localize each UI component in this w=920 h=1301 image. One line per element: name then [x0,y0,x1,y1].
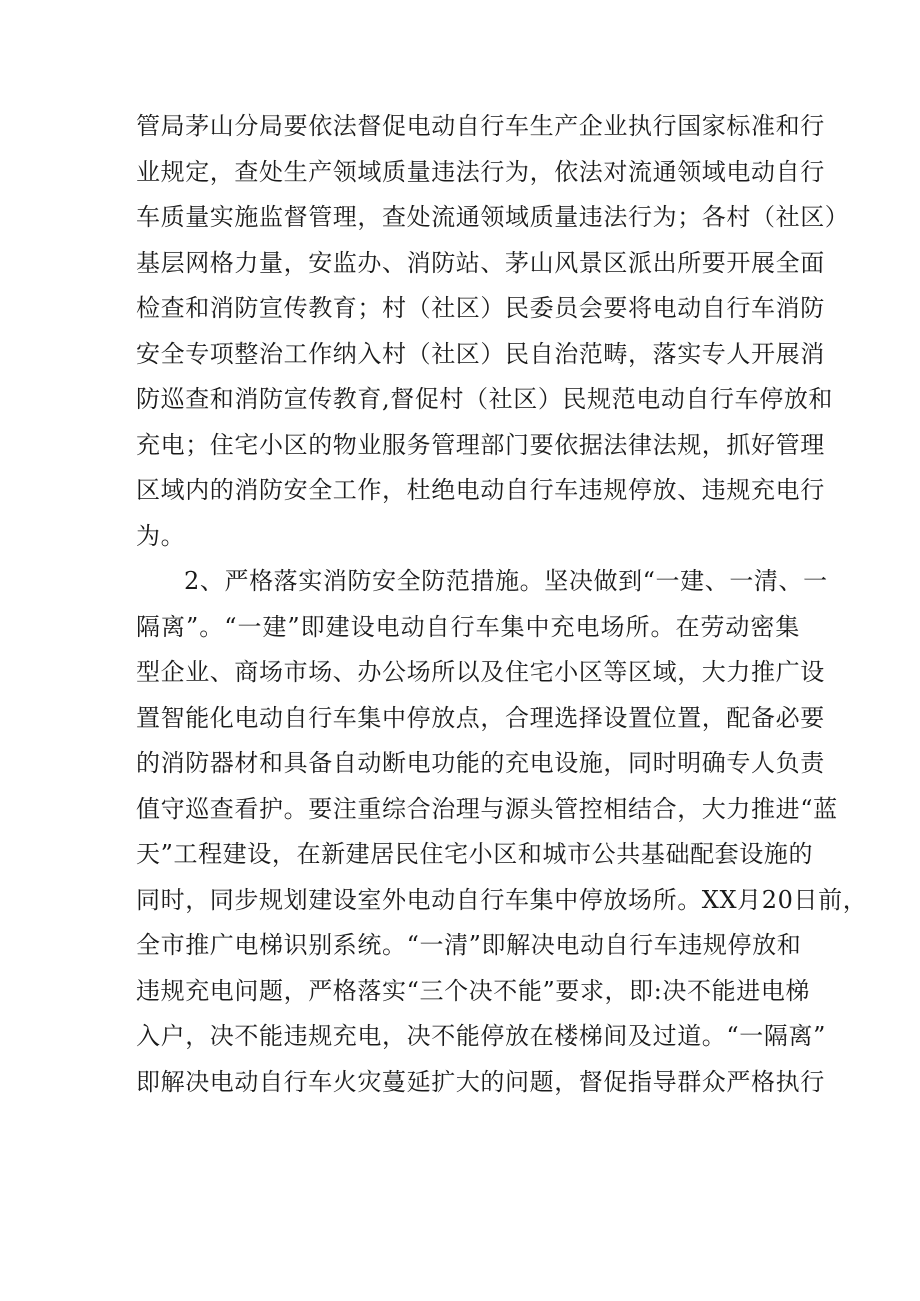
text-line: 基层网格力量，安监办、消防站、茅山风景区派出所要开展全面 [136,248,825,277]
text-line: 检查和消防宣传教育；村（社区）民委员会要将电动自行车消防 [136,294,825,322]
document-body [136,104,868,1105]
text-line: 天”工程建设，在新建居民住宅小区和城市公共基础配套设施的 [136,840,814,868]
paragraph-1 [136,104,850,559]
text-line: 业规定，查处生产领域质量违法行为，依法对流通领域电动自行 [136,157,825,186]
text-line: 的消防器材和具备自动断电功能的充电设施，同时明确专人负责 [136,749,825,777]
text-line: 置智能化电动自行车集中停放点，合理选择设置位置，配备必要 [136,703,825,732]
text-line: 隔离”。“一建”即建设电动自行车集中充电场所。在劳动密集 [136,612,800,641]
text-line: 车质量实施监督管理，查处流通领域质量违法行为；各村（社区） [136,203,850,231]
text-line: 2、严格落实消防安全防范措施。坚决做到“一建、一清、一 [184,567,828,595]
text-line: 即解决电动自行车火灾蔓延扩大的问题，督促指导群众严格执行 [136,1067,825,1096]
text-line: 违规充电问题，严格落实“三个决不能”要求，即:决不能进电梯 [136,976,811,1005]
text-line: 值守巡查看护。要注重综合治理与源头管控相结合，大力推进“蓝 [136,794,838,823]
text-line: 全市推广电梯识别系统。“一清”即解决电动自行车违规停放和 [136,931,802,959]
text-line: 为。 [136,521,186,550]
text-line: 管局茅山分局要依法督促电动自行车生产企业执行国家标准和行 [136,112,825,140]
text-line: 充电；住宅小区的物业服务管理部门要依据法律法规，抓好管理 [136,430,825,459]
text-line: 同时，同步规划建设室外电动自行车集中停放场所。XX月20日前， [136,885,868,914]
paragraph-2 [136,559,868,1105]
text-line: 型企业、商场市场、办公场所以及住宅小区等区域，大力推广设 [136,658,825,686]
text-line: 区域内的消防安全工作，杜绝电动自行车违规停放、违规充电行 [136,476,825,504]
text-line: 安全专项整治工作纳入村（社区）民自治范畴，落实专人开展消 [136,339,825,368]
text-line: 入户，决不能违规充电，决不能停放在楼梯间及过道。“一隔离” [136,1022,826,1050]
text-line: 防巡查和消防宣传教育,督促村（社区）民规范电动自行车停放和 [136,385,834,413]
